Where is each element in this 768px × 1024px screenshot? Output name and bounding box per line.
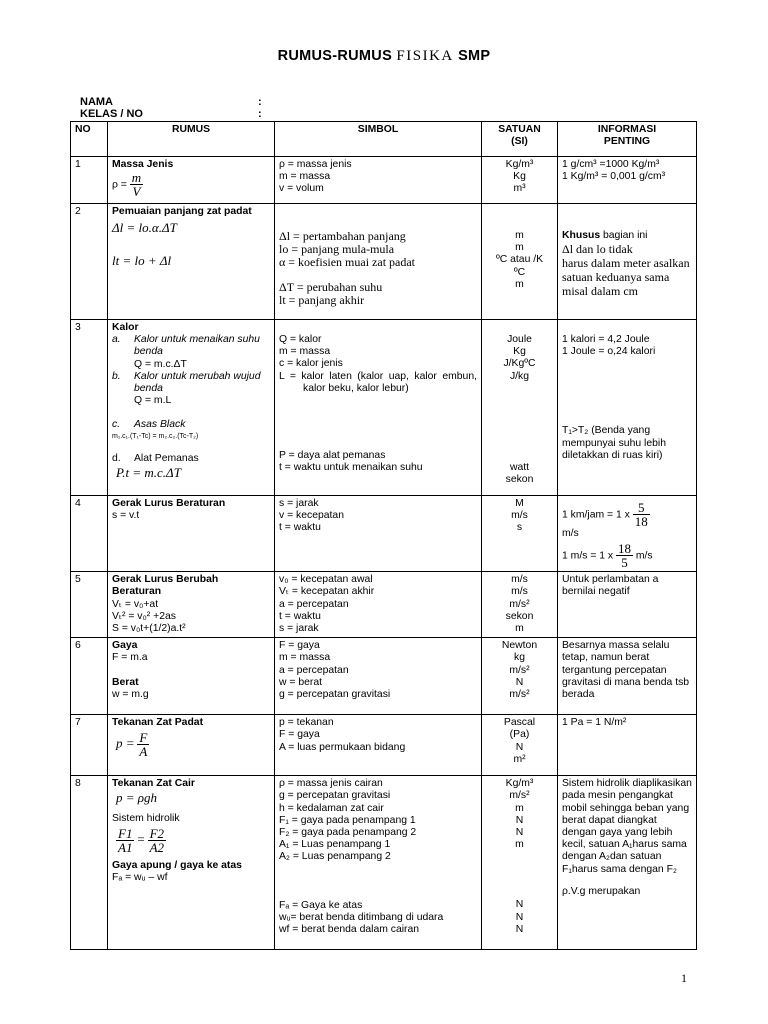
simbol-line: L = kalor laten (kalor uap, kalor embun, kalor beku, kalor lebur) [279, 370, 477, 394]
simbol-line: lo = panjang mula-mula [279, 242, 395, 256]
rumus-title: Gerak Lurus Beraturan [112, 498, 226, 509]
simbol-line: m = massa [279, 652, 331, 664]
conversion-fraction [616, 542, 633, 569]
satuan-line: m² [513, 753, 526, 765]
satuan-line: Newton [501, 640, 538, 652]
title-part-1: RUMUS-RUMUS [277, 48, 393, 64]
item-text: Alat Pemanas [134, 452, 199, 464]
satuan-line: s [516, 522, 523, 534]
simbol-line: m = massa [279, 171, 331, 183]
simbol-line: α = koefisien muai zat padat [279, 255, 416, 269]
kalor-item-b [112, 371, 270, 395]
header-simbol: SIMBOL [275, 122, 482, 157]
info-text: bagian ini [603, 230, 648, 241]
formula-table [70, 121, 697, 950]
satuan-line: m/s² [509, 790, 530, 802]
info-conversion-2 [562, 542, 692, 569]
formula-line: m₁.c₁.(T₁-Tc) = m₂.c₂.(Tc-T₂) [112, 432, 199, 440]
info-cell [558, 572, 697, 638]
fraction-numerator: 18 [618, 541, 631, 557]
formula-fraction [116, 827, 134, 854]
simbol-line: Fₐ = Gaya ke atas [279, 899, 363, 911]
rumus-title: Gaya apung / gaya ke atas [112, 859, 242, 871]
simbol-line: v = kecepatan [279, 510, 344, 522]
formula-line: P.t = m.c.ΔT [116, 464, 181, 480]
satuan-line: m/s² [509, 664, 530, 676]
formula-equals: = [137, 830, 145, 846]
rumus-title: Berat [112, 676, 139, 688]
formula-fraction [137, 731, 149, 758]
satuan-cell [482, 320, 558, 496]
rumus-cell [108, 638, 275, 715]
page-number: 1 [681, 971, 687, 985]
formula-lhs: p = [116, 735, 135, 751]
info-conversion-1 [562, 501, 692, 528]
meta-kelas [80, 108, 262, 120]
rumus-title: Tekanan Zat Cair [112, 778, 195, 790]
satuan-line: m/s [511, 574, 528, 586]
fraction-denominator: A2 [149, 839, 165, 855]
table-row [71, 572, 697, 638]
info-line: Sistem hidrolik diaplikasikan pada mesin pengangkat mobil sehingga beban yang berat dapat diangkat dengan gaya yang lebih kecil, satuan A₁harus sama dengan A₂dan satuan F₁harus sama dengan F₂ [562, 778, 692, 875]
header-no: NO [71, 122, 108, 157]
info-line: 1 g/cm³ =1000 Kg/m³ [562, 159, 660, 170]
formula-line: Δl = lo.α.ΔT [112, 220, 177, 236]
satuan-cell [482, 496, 558, 572]
simbol-line: a = percepatan [279, 664, 349, 676]
item-label: d. [112, 452, 121, 464]
simbol-line: a = percepatan [279, 598, 349, 610]
simbol-line: g = percepatan gravitasi [279, 689, 391, 701]
rumus-cell [108, 496, 275, 572]
simbol-line: A₂ = Luas penampang 2 [279, 851, 391, 863]
header-info: INFORMASI PENTING [558, 122, 697, 157]
satuan-line: Kg/m³ [505, 159, 534, 170]
row-number: 6 [71, 638, 108, 715]
simbol-line: P = daya alat pemanas [279, 450, 386, 462]
info-bold: Khusus [562, 230, 601, 241]
info-line: Untuk perlambatan a bernilai negatif [562, 574, 659, 598]
simbol-cell [275, 638, 482, 715]
simbol-line: v₀ = kecepatan awal [279, 574, 373, 586]
simbol-line: m = massa [279, 346, 331, 358]
satuan-line: ºC atau /K [495, 254, 544, 266]
rumus-title: Gerak Lurus Berubah Beraturan [112, 574, 219, 598]
simbol-cell [275, 496, 482, 572]
satuan-line: m/s [511, 510, 528, 522]
info-line: 1 Kg/m³ = 0,001 g/cm³ [562, 171, 666, 183]
simbol-line: ρ = massa jenis [279, 159, 352, 170]
rumus-cell [108, 204, 275, 320]
formula-line: Q = m.c.ΔT [134, 358, 187, 370]
satuan-line: m [515, 802, 524, 814]
row-number: 8 [71, 776, 108, 950]
conversion-fraction [633, 501, 650, 528]
item-text: Asas Black [134, 419, 186, 431]
row-number: 2 [71, 204, 108, 320]
fraction-denominator: 5 [616, 555, 633, 569]
satuan-line: (Pa) [509, 729, 530, 741]
satuan-line: N [515, 676, 524, 688]
satuan-line: ºC [513, 266, 526, 278]
nama-colon: : [258, 96, 262, 108]
simbol-line: h = kedalaman zat cair [279, 802, 384, 814]
formula-line: Vₜ = v₀+at [112, 598, 159, 610]
satuan-line: N [515, 911, 524, 923]
simbol-line: A₁ = Luas penampang 1 [279, 839, 391, 851]
rumus-cell [108, 715, 275, 776]
formula-line: Fₐ = wᵤ – wf [112, 871, 168, 883]
info-line: Besarnya massa selalu tetap, namun berat tergantung percepatan gravitasi di mana benda tsb berada [562, 640, 690, 701]
rumus-cell [108, 157, 275, 204]
fraction-numerator: F2 [149, 825, 165, 841]
info-cell [558, 776, 697, 950]
table-row [71, 638, 697, 715]
info-line: T₁>T₂ (Benda yang mempunyai suhu lebih diletakkan di ruas kiri) [562, 425, 666, 461]
info-cell [558, 204, 697, 320]
rumus-cell [108, 572, 275, 638]
row-number: 4 [71, 496, 108, 572]
simbol-line: Q = kalor [279, 334, 322, 345]
satuan-cell [482, 204, 558, 320]
table-row [71, 320, 697, 496]
header-row [71, 122, 697, 157]
formula-line: lt = lo + Δl [112, 253, 172, 269]
info-cell [558, 715, 697, 776]
simbol-line: g = percepatan gravitasi [279, 790, 391, 802]
page-title [0, 48, 768, 65]
rumus-subtitle: Sistem hidrolik [112, 813, 180, 825]
formula-fraction [130, 171, 143, 198]
simbol-line: ΔT = perubahan suhu [279, 280, 383, 294]
info-text: 1 km/jam = 1 x [562, 509, 630, 521]
fraction-denominator: A [139, 744, 148, 760]
info-text: harus dalam meter asalkan satuan keduanya sama misal dalam cm [562, 256, 690, 299]
satuan-line: Joule [507, 334, 532, 345]
simbol-line: F = gaya [279, 729, 320, 741]
info-cell [558, 496, 697, 572]
satuan-line: m [515, 278, 524, 290]
simbol-line: F₁ = gaya pada penampang 1 [279, 814, 416, 826]
satuan-line: N [515, 741, 524, 753]
rumus-title: Gaya [112, 640, 138, 652]
formula-line: F = m.a [112, 652, 148, 664]
kalor-item-a [112, 334, 270, 358]
item-label: a. [112, 334, 121, 346]
simbol-line: v = volum [279, 183, 324, 195]
satuan-line: J/KgºC [503, 358, 536, 370]
header-satuan: SATUAN (SI) [482, 122, 558, 157]
satuan-line: Kg [513, 171, 526, 183]
kalor-item-c [112, 419, 270, 431]
header-rumus: RUMUS [108, 122, 275, 157]
kelas-colon: : [258, 108, 262, 120]
simbol-line: wf = berat benda dalam cairan [279, 924, 420, 936]
simbol-cell [275, 776, 482, 950]
formula-line: S = v₀t+(1/2)a.t² [112, 623, 186, 635]
fraction-denominator: V [130, 184, 143, 198]
satuan-cell [482, 776, 558, 950]
nama-label: NAMA [80, 96, 113, 108]
simbol-line: F = gaya [279, 640, 320, 652]
formula-line: w = m.g [112, 688, 149, 700]
formula-fraction [148, 827, 166, 854]
simbol-line: wᵤ= berat benda ditimbang di udara [279, 911, 444, 923]
simbol-line: c = kalor jenis [279, 358, 343, 370]
info-cell [558, 157, 697, 204]
simbol-line: A = luas permukaan bidang [279, 741, 406, 753]
satuan-cell [482, 715, 558, 776]
simbol-line: t = waktu [279, 522, 321, 534]
info-text: 1 m/s = 1 x [562, 550, 614, 562]
info-cell [558, 320, 697, 496]
simbol-line: w = berat [279, 676, 323, 688]
simbol-cell [275, 157, 482, 204]
kelas-label: KELAS / NO [80, 108, 143, 120]
info-text: m/s [562, 528, 579, 539]
fraction-numerator: F [139, 730, 148, 746]
table-row [71, 496, 697, 572]
meta-nama [80, 96, 262, 108]
rumus-cell [108, 776, 275, 950]
satuan-cell [482, 572, 558, 638]
simbol-line: p = tekanan [279, 717, 334, 729]
fraction-numerator: m [131, 170, 142, 186]
simbol-line: t = waktu [279, 610, 321, 622]
row-number: 1 [71, 157, 108, 204]
satuan-line: m [515, 623, 524, 635]
title-part-3: SMP [458, 48, 491, 64]
item-label: c. [112, 419, 121, 431]
simbol-cell [275, 204, 482, 320]
satuan-line: N [515, 923, 524, 935]
formula-lhs: ρ = [112, 179, 127, 191]
info-cell [558, 638, 697, 715]
row-number: 3 [71, 320, 108, 496]
rumus-title: Pemuaian panjang zat padat [112, 206, 252, 217]
satuan-line: sekon [505, 610, 534, 622]
simbol-line: lt = panjang akhir [279, 293, 365, 307]
satuan-cell [482, 638, 558, 715]
kalor-item-d [112, 453, 270, 465]
satuan-line: M [515, 498, 524, 509]
row-number: 7 [71, 715, 108, 776]
fraction-numerator: F1 [118, 825, 133, 841]
row-number: 5 [71, 572, 108, 638]
satuan-line: m/s² [509, 689, 530, 701]
fraction-denominator: A1 [118, 839, 133, 855]
rumus-title: Massa Jenis [112, 159, 174, 170]
formula-line: p = ρgh [116, 790, 158, 806]
simbol-line: t = waktu untuk menaikan suhu [279, 462, 423, 474]
table-row [71, 715, 697, 776]
satuan-line: N [515, 814, 524, 826]
satuan-line: N [515, 827, 524, 839]
simbol-line: Δl = pertambahan panjang [279, 229, 406, 243]
rumus-cell [108, 320, 275, 496]
satuan-line: watt [509, 461, 530, 473]
fraction-denominator: 18 [634, 514, 648, 529]
table-row [71, 776, 697, 950]
satuan-line: sekon [505, 474, 534, 486]
item-text: Kalor untuk merubah wujud benda [134, 370, 261, 395]
satuan-line: m [515, 242, 524, 254]
table-row [71, 157, 697, 204]
simbol-line: Vₜ = kecepatan akhir [279, 586, 375, 598]
simbol-cell [275, 715, 482, 776]
info-line: ρ.V.g merupakan [562, 885, 641, 897]
simbol-cell [275, 572, 482, 638]
info-text: Δl dan lo tidak [562, 242, 633, 257]
rumus-title: Kalor [112, 322, 139, 333]
simbol-line: ρ = massa jenis cairan [279, 778, 383, 790]
simbol-line: F₂ = gaya pada penampang 2 [279, 827, 417, 839]
info-line: 1 Joule = o,24 kalori [562, 346, 656, 358]
satuan-line: m [515, 839, 524, 851]
hydraulic-formula [112, 827, 270, 854]
satuan-line: kg [514, 652, 525, 664]
info-text: m/s [635, 550, 653, 562]
satuan-line: m [515, 230, 524, 241]
fraction-numerator: 5 [638, 500, 645, 515]
satuan-line: m/s [511, 586, 528, 598]
title-part-2: FISIKA [396, 48, 454, 64]
satuan-line: N [515, 899, 524, 911]
formula-line: s = v.t [112, 510, 140, 522]
info-line: 1 Pa = 1 N/m² [562, 717, 627, 729]
simbol-line: s = jarak [279, 623, 319, 635]
table-row [71, 204, 697, 320]
formula-line: Q = m.L [134, 395, 172, 407]
rumus-title: Tekanan Zat Padat [112, 717, 204, 729]
item-label: b. [112, 370, 121, 382]
simbol-line: s = jarak [279, 498, 319, 509]
satuan-line: Kg/m³ [505, 778, 534, 790]
formula-line [112, 731, 270, 758]
satuan-line: Pascal [503, 717, 536, 729]
satuan-line: Kg [513, 346, 526, 358]
satuan-line: J/kg [509, 370, 530, 382]
satuan-line: m³ [513, 183, 526, 195]
simbol-cell [275, 320, 482, 496]
item-text: Kalor untuk menaikan suhu benda [134, 334, 260, 358]
info-line: 1 kalori = 4,2 Joule [562, 334, 650, 345]
satuan-line: m/s² [509, 598, 530, 610]
formula-line: Vₜ² = v₀² +2as [112, 610, 176, 622]
satuan-cell [482, 157, 558, 204]
